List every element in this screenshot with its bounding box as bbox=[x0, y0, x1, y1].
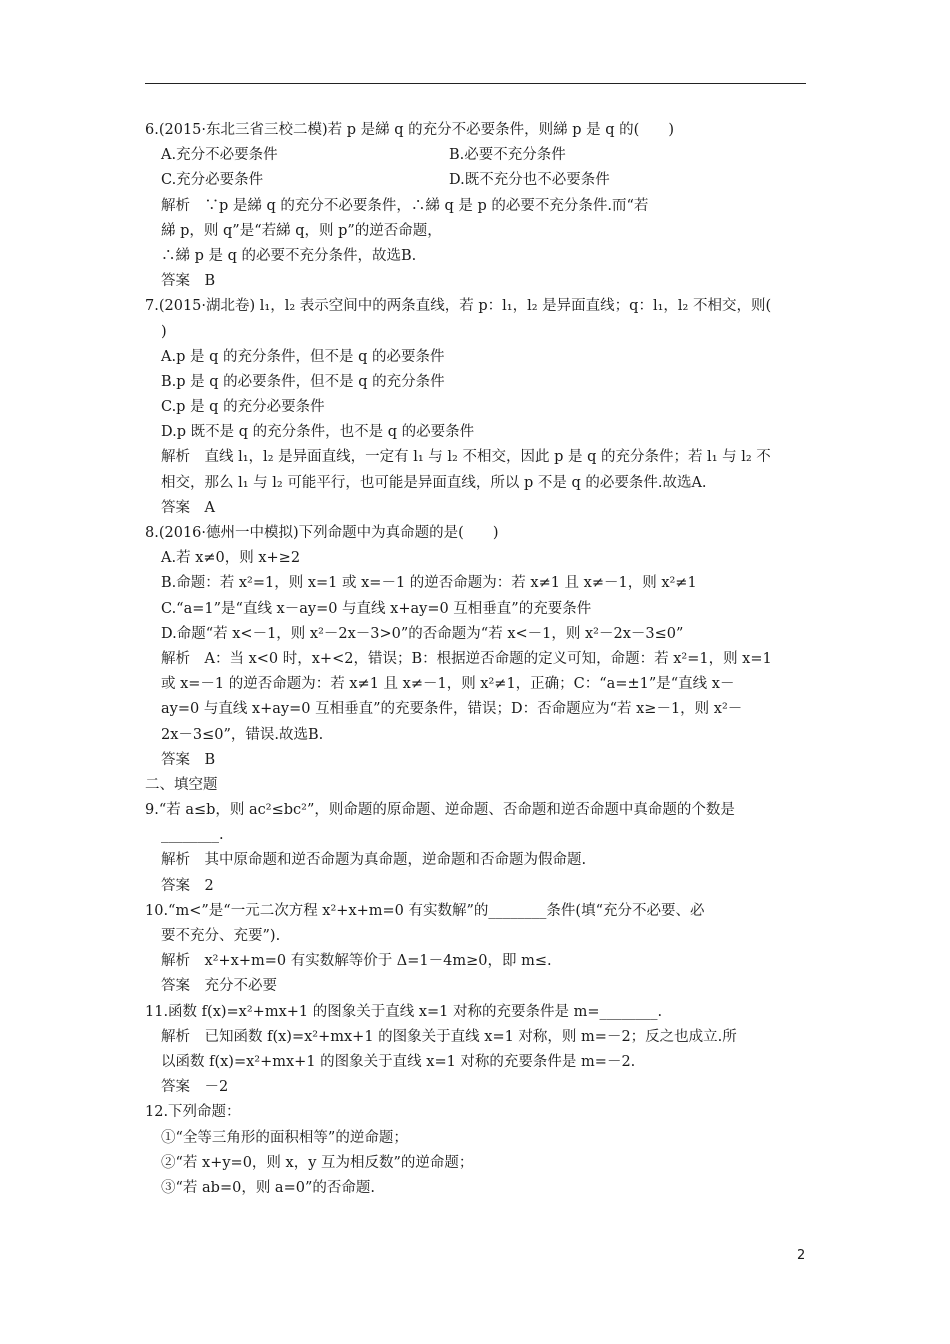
question-6-stem: 6.(2015·东北三省三校二模)若 p 是綈 q 的充分不必要条件，则綈 p 是 q 的( ) bbox=[145, 122, 674, 138]
question-8-analysis: 或 x=－1 的逆否命题为：若 x≠1 且 x≠－1，则 x²≠1，正确；C：“a=±1”是“直线 x－ bbox=[161, 676, 735, 693]
option-c: C.“a=1”是“直线 x－ay=0 与直线 x+ay=0 互相垂直”的充要条件 bbox=[161, 600, 592, 617]
question-8-analysis: ay=0 与直线 x+ay=0 互相垂直”的充要条件，错误；D：否命题应为“若 x≥－1，则 x²－ bbox=[161, 701, 743, 718]
question-7-answer: 答案 A bbox=[161, 499, 215, 516]
question-6-options-row-2 bbox=[145, 168, 815, 193]
question-7-analysis: 解析 直线 l₁，l₂ 是异面直线，一定有 l₁ 与 l₂ 不相交，因此 p 是 q 的充分条件；若 l₁ 与 l₂ 不 bbox=[161, 449, 771, 466]
question-11-stem: 11.函数 f(x)=x²+mx+1 的图象关于直线 x=1 对称的充要条件是 m=________. bbox=[145, 1003, 663, 1020]
option-a: A.充分不必要条件 bbox=[161, 147, 278, 164]
question-8-stem: 8.(2016·德州一中模拟)下列命题中为真命题的是( ) bbox=[145, 525, 499, 541]
list-item: ①“全等三角形的面积相等”的逆命题； bbox=[161, 1129, 408, 1146]
option-b: B.必要不充分条件 bbox=[449, 147, 566, 164]
question-9-answer: 答案 2 bbox=[161, 877, 214, 894]
question-6-analysis: 綈 p，则 q”是“若綈 q，则 p”的逆否命题， bbox=[161, 222, 442, 239]
section-heading: 二、填空题 bbox=[145, 776, 218, 793]
list-item: ②“若 x+y=0，则 x，y 互为相反数”的逆命题； bbox=[161, 1154, 474, 1171]
question-10-stem: 10.“m<”是“一元二次方程 x²+x+m=0 有实数解”的________条件(填“充分不必要、必 bbox=[145, 902, 705, 919]
question-12-stem: 12.下列命题： bbox=[145, 1104, 241, 1121]
option-c: C.p 是 q 的充分必要条件 bbox=[161, 399, 325, 416]
option-c: C.充分必要条件 bbox=[161, 172, 264, 189]
question-6-analysis: ∴綈 p 是 q 的必要不充分条件，故选B. bbox=[161, 247, 417, 264]
question-8-analysis: 解析 A：当 x<0 时，x+<2，错误；B：根据逆否命题的定义可知，命题：若 x²=1，则 x=1 bbox=[161, 650, 772, 667]
question-7-stem: ) bbox=[161, 323, 167, 340]
header-rule bbox=[145, 83, 806, 84]
list-item: ③“若 ab=0，则 a=0”的否命题. bbox=[161, 1179, 375, 1196]
question-11-analysis: 以函数 f(x)=x²+mx+1 的图象关于直线 x=1 对称的充要条件是 m=－2. bbox=[161, 1053, 636, 1070]
question-6-answer: 答案 B bbox=[161, 273, 216, 290]
question-8-answer: 答案 B bbox=[161, 751, 216, 768]
question-11-analysis: 解析 已知函数 f(x)=x²+mx+1 的图象关于直线 x=1 对称，则 m=－2；反之也成立.所 bbox=[161, 1028, 737, 1045]
option-d: D.命题“若 x<－1，则 x²－2x－3>0”的否命题为“若 x<－1，则 x²－2x－3≤0” bbox=[161, 625, 684, 642]
question-6-options-row-1 bbox=[145, 143, 815, 168]
question-9-stem: 9.“若 a≤b，则 ac²≤bc²”，则命题的原命题、逆命题、否命题和逆否命题中真命题的个数是 bbox=[145, 802, 735, 819]
option-b: B.p 是 q 的必要条件，但不是 q 的充分条件 bbox=[161, 373, 445, 390]
option-a: A.p 是 q 的充分条件，但不是 q 的必要条件 bbox=[161, 348, 445, 365]
question-11-answer: 答案 －2 bbox=[161, 1079, 229, 1096]
question-8-analysis: 2x－3≤0”，错误.故选B. bbox=[161, 726, 324, 743]
page-number: 2 bbox=[797, 1248, 806, 1263]
option-d: D.p 既不是 q 的充分条件，也不是 q 的必要条件 bbox=[161, 424, 475, 441]
question-7-stem: 7.(2015·湖北卷) l₁，l₂ 表示空间中的两条直线，若 p：l₁，l₂ 是异面直线；q：l₁，l₂ 不相交，则( bbox=[145, 298, 772, 315]
question-10-stem: 要不充分、充要”). bbox=[161, 928, 281, 944]
question-6-analysis: 解析 ∵p 是綈 q 的充分不必要条件，∴綈 q 是 p 的必要不充分条件.而“若 bbox=[161, 197, 649, 214]
question-10-analysis: 解析 x²+x+m=0 有实数解等价于 Δ=1－4m≥0，即 m≤. bbox=[161, 953, 552, 970]
question-7-analysis: 相交，那么 l₁ 与 l₂ 可能平行，也可能是异面直线，所以 p 不是 q 的必要条件.故选A. bbox=[161, 474, 707, 491]
option-b: B.命题：若 x²=1，则 x=1 或 x=－1 的逆否命题为：若 x≠1 且 x≠－1，则 x²≠1 bbox=[161, 575, 697, 592]
question-9-stem: ________. bbox=[161, 827, 224, 844]
question-9-analysis: 解析 其中原命题和逆否命题为真命题，逆命题和否命题为假命题. bbox=[161, 852, 587, 869]
question-10-answer: 答案 充分不必要 bbox=[161, 978, 277, 995]
document-body bbox=[145, 118, 815, 1201]
option-d: D.既不充分也不必要条件 bbox=[449, 172, 610, 189]
option-a: A.若 x≠0，则 x+≥2 bbox=[161, 550, 301, 567]
